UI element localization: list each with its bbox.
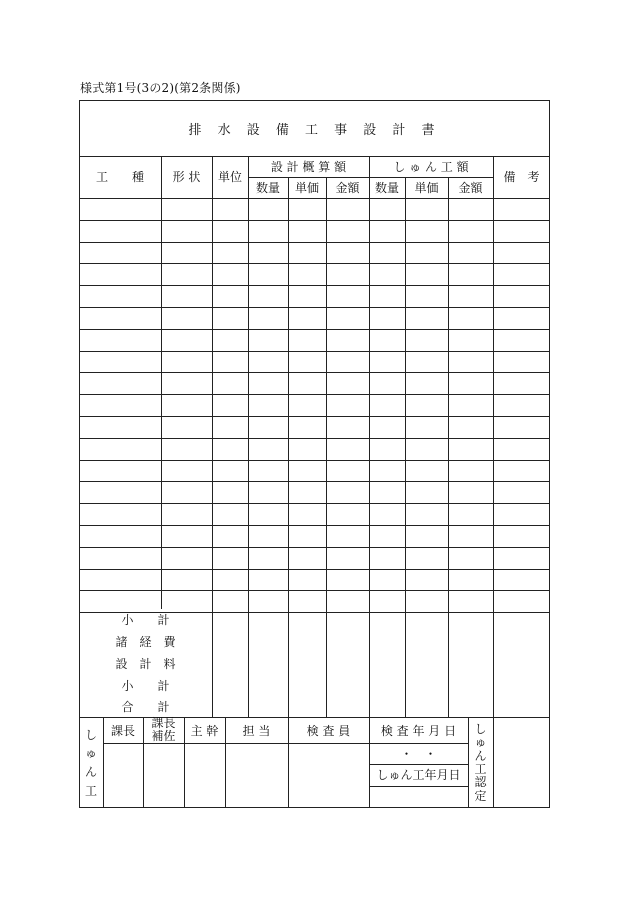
- cert-char-2: ゅ: [474, 735, 487, 750]
- row-label-subtotal-2: 小 計: [121, 679, 170, 693]
- header-completion-unit-price: 単価: [414, 180, 439, 195]
- cert-char-3: ん: [474, 748, 487, 763]
- row-label-design-fee: 設 計 料: [115, 657, 176, 671]
- completion-date-label: しゅん工年月日: [376, 768, 461, 782]
- in-charge-label: 担 当: [242, 724, 271, 738]
- completion-char-1: し: [84, 727, 97, 742]
- cert-char-5: 認: [474, 775, 487, 790]
- header-design-amount: 金額: [335, 180, 360, 195]
- row-label-misc-expenses: 諸 経 費: [115, 635, 176, 649]
- header-completion-quantity: 数量: [374, 180, 399, 195]
- header-shape: 形 状: [172, 170, 201, 184]
- document-title: 排 水 設 備 工 事 設 計 書: [188, 122, 441, 138]
- header-completion-amount-sub: 金額: [458, 180, 483, 195]
- header-design-estimate: 設 計 概 算 額: [270, 159, 347, 174]
- header-unit: 単位: [217, 170, 242, 184]
- header-design-unit-price: 単価: [294, 180, 319, 195]
- completion-char-4: 工: [84, 783, 97, 798]
- header-design-quantity: 数量: [255, 180, 280, 195]
- chief-staff-label: 主 幹: [190, 724, 219, 738]
- cert-char-1: し: [474, 721, 487, 736]
- assistant-chief-bottom: 補佐: [151, 729, 176, 743]
- cert-char-4: 工: [474, 762, 487, 776]
- inspector-label: 検 査 員: [306, 724, 351, 738]
- assistant-chief-top: 課長: [151, 716, 176, 731]
- assistant-chief-label: [143, 717, 184, 743]
- completion-char-3: ん: [84, 765, 97, 779]
- header-remarks: 備 考: [503, 170, 540, 184]
- row-label-subtotal-1: 小 計: [121, 613, 170, 627]
- completion-certification-label: [468, 719, 493, 807]
- inspection-date-label: 検 査 年 月 日: [380, 724, 457, 738]
- completion-vertical-label: [79, 719, 103, 807]
- cert-char-6: 定: [474, 788, 487, 803]
- completion-char-2: ゅ: [84, 746, 97, 761]
- section-chief-label: 課長: [110, 724, 135, 738]
- header-kind: 工 種: [95, 170, 144, 184]
- row-label-total: 合 計: [121, 700, 170, 714]
- inspection-date-dots: ・ ・: [400, 746, 437, 761]
- header-completion-amount: し ゅ ん 工 額: [393, 159, 469, 174]
- form-label: 様式第1号(3の2)(第2条関係): [80, 81, 241, 95]
